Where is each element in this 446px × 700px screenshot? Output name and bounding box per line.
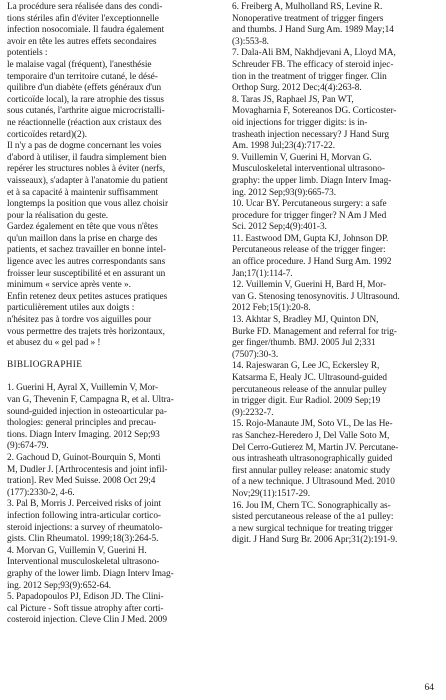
text-line: vous permettre des trajets très horizontaux, [7,326,165,337]
reference-item [232,2,438,48]
text-line: percutaneous release of the annular pulley [232,384,387,395]
text-line: Gardez également en tête que vous n'êtes [7,222,158,233]
text-line: et abusez du « gel pad » ! [7,338,101,349]
reference-item [7,453,216,499]
text-line: Jan;17(1):114-7. [232,268,293,279]
text-line: Am. 1998 Jul;23(4):717-22. [232,141,336,152]
text-line: 3. Pal B, Morris J. Perceived risks of joint [7,499,162,510]
reference-item [232,153,438,199]
text-line: sound-guided injection in osteoarticular pa- [7,406,167,417]
text-line: cal Picture - Soft tissue atrophy after corti- [7,603,164,614]
text-line: Interventional musculoskeletal ultrasono- [7,557,160,568]
text-line: gists. Clin Rheumatol. 1999;18(3):264-5. [7,534,159,545]
text-line: infection nosocomiale. Il faudra également [7,25,165,36]
text-line: 16. Jou IM, Chern TC. Sonographically as- [232,500,391,511]
text-line: digit. J Hand Surg Br. 2006 Apr;31(2):191-9. [232,535,398,546]
text-line: avoir en tête les autres effets secondaires [7,36,157,47]
text-line: ras Sanchez-Heredero J, Del Valle Soto M, [232,430,390,441]
text-line: le malaise vagal (fréquent), l'anesthésie [7,59,152,70]
text-line: 12. Vuillemin V, Guerini H, Bard H, Mor- [232,280,387,291]
text-line: sisted percutaneous release of the a1 pulley: [232,512,394,523]
reference-item [232,501,438,547]
text-line: graphy of the lower limb. Diagn Interv Imag- [7,568,174,579]
text-line: d'abord à utiliser, il faudra simplement bien [7,152,167,163]
text-line: Percutaneous release of the trigger finger: [232,245,386,256]
text-line: et à sa capacité à maintenir suffisamment [7,187,159,198]
text-line: infection following intra-articular cortico- [7,510,161,521]
text-line: (177):2330-2, 4-6. [7,487,75,498]
text-line: steroid injections: a survey of rheumatolo- [7,522,163,533]
text-line: trasheath injection necessary? J Hand Surg [232,129,390,140]
bibliography-list-right [232,2,438,547]
text-line: Il n'y a pas de dogme concernant les voies [7,141,162,152]
text-line: 10. Ucar BY. Percutaneous surgery: a safe [232,199,387,210]
text-line: pour la réalisation du geste. [7,210,109,221]
text-line: tions stériles afin d'éviter l'exceptionnelle [7,13,159,24]
right-column [232,2,438,547]
text-line: 4. Morvan G, Vuillemin V, Guerini H. [7,545,147,556]
text-line: 8. Taras JS, Raphael JS, Pan WT, [232,94,354,105]
text-line: oid injections for trigger digits: is in- [232,117,368,128]
bibliography-list-left [7,383,216,626]
text-line: van G. Stenosing tenosynovitis. J Ultrasound. [232,291,400,302]
text-line: corticoïde local), la rare atrophie des tissus [7,94,164,105]
reference-item [232,361,438,419]
text-line: ing. 2012 Sep;93(9):665-73. [232,187,337,198]
reference-item [7,383,216,453]
text-line: potentiels : [7,48,48,59]
text-line: 14. Rajeswaran G, Lee JC, Eckersley R, [232,361,380,372]
text-line: an office procedure. J Hand Surg Am. 1992 [232,257,392,268]
text-line: ne réactionnelle (réaction aux cristaux des [7,117,162,128]
text-line: 6. Freiberg A, Mulholland RS, Levine R. [232,2,383,12]
text-line: Nonoperative treatment of trigger fingers [232,13,384,24]
reference-item [7,592,216,627]
text-line: Burke FD. Management and referral for trig- [232,326,397,337]
text-line: 1. Guerini H, Ayral X, Vuillemin V, Mor- [7,383,159,394]
text-line: La procédure sera réalisée dans des condi- [7,2,163,12]
text-line: (9):674-79. [7,441,49,452]
text-line: M, Dudler J. [Arthrocentesis and joint infil- [7,464,168,475]
text-line: n'hésitez pas à tordre vos aiguilles pour [7,315,152,326]
text-line: Movagharnia F, Sotereanos DG. Corticoster- [232,106,397,117]
reference-item [232,199,438,234]
text-line: sous cutanés, l'arthrite aigue microcristalli- [7,106,165,117]
text-line: (3):553-8. [232,36,269,47]
text-line: (9):2232-7. [232,407,274,418]
text-line: froisser leur susceptibilité et en assurant un [7,268,166,279]
text-line: 2. Gachoud D, Guinot-Bourquin S, Monti [7,452,161,463]
text-line: van G, Thevenin F, Campagna R, et al. Ultra- [7,395,174,405]
text-line: of a new technique. J Ultrasound Med. 2010 [232,477,395,488]
text-line: a new surgical technique for treating trigger [232,523,393,534]
text-line: repérer les structures nobles à éviter (nerfs, [7,164,165,175]
text-line: Katsarma E, Healy JC. Ultrasound-guided [232,373,388,383]
text-line: 2012 Feb;15(1):20-8. [232,303,311,314]
text-line: tion in the treatment of trigger finger. Clin [232,71,387,82]
text-line: Musculoskeletal interventional ultrasono- [232,164,385,175]
reference-item [232,234,438,280]
text-line: ing. 2012 Sep;93(9):652-64. [7,580,112,591]
text-line: costeroid injection. Cleve Clin J Med. 2009 [7,615,168,626]
reference-item [7,546,216,592]
text-line: 13. Akhtar S, Bradley MJ, Quinton DN, [232,315,379,326]
reference-item [232,48,438,94]
text-line: (7507):30-3. [232,349,279,360]
page-number: 64 [424,683,434,693]
reference-item [232,95,438,153]
reference-item [7,499,216,545]
bibliography-heading: BIBLIOGRAPHIE [7,359,83,370]
reference-item [232,280,438,315]
text-line: first annular pulley release: anatomic study [232,465,391,476]
left-column [7,2,216,627]
text-line: patients, et sachez travailler en bonne intel- [7,245,167,256]
text-line: minimum « service après vente ». [7,280,131,291]
text-line: ger finger/thumb. BMJ. 2005 Jul 2;331 [232,338,376,349]
text-line: Del Cerro-Gutierez M, Martin JV. Percutane- [232,442,399,453]
text-line: ligence avec les autres correspondants sans [7,257,166,268]
text-line: quilibre d'un diabète (effets généraux d'un [7,83,162,94]
text-line: Orthop Surg. 2012 Dec;4(4):263-8. [232,83,362,94]
text-line: 15. Rojo-Manaute JM, Soto VL, De las He- [232,419,393,430]
text-line: and thumbs. J Hand Surg Am. 1989 May;14 [232,25,394,36]
text-line: thologies: general principles and precau- [7,418,157,429]
text-line: Nov;29(11):1517-29. [232,488,310,499]
text-line: ous intrasheath ultrasonographically guided [232,454,393,465]
text-line: 9. Vuillemin V, Guerini H, Morvan G. [232,152,372,163]
text-line: particulièrement utiles aux doigts : [7,303,135,314]
text-line: 5. Papadopoulos PJ, Edison JD. The Clini- [7,592,164,603]
text-line: temporaire d'un territoire cutané, le désé- [7,71,158,82]
text-line: Enfin retenez deux petites astuces pratiques [7,291,168,302]
text-line: vaisseaux), s'adapter à l'anatomie du patient [7,175,168,186]
text-line: corticoïdes retard)(2). [7,129,87,140]
text-line: qu'un maillon dans la prise en charge des [7,233,158,244]
text-line: graphy: the upper limb. Diagn Interv Imag- [232,175,392,186]
text-line: tions. Diagn Interv Imaging. 2012 Sep;93 [7,429,160,440]
text-line: 7. Dala-Ali BM, Nakhdjevani A, Lloyd MA, [232,48,396,59]
text-line: procedure for trigger finger? N Am J Med [232,210,387,221]
text-line: Schreuder FB. The efficacy of steroid injec- [232,59,394,70]
text-line: 11. Eastwood DM, Gupta KJ, Johnson DP. [232,233,389,244]
text-line: in trigger digit. Eur Radiol. 2009 Sep;19 [232,396,381,407]
text-line: longtemps la position que vous allez choisir [7,199,168,210]
text-line: Sci. 2012 Sep;4(9):401-3. [232,222,327,233]
body-paragraphs [7,2,216,350]
reference-item [232,315,438,361]
text-line: tration]. Rev Med Suisse. 2008 Oct 29;4 [7,476,156,487]
reference-item [232,419,438,500]
